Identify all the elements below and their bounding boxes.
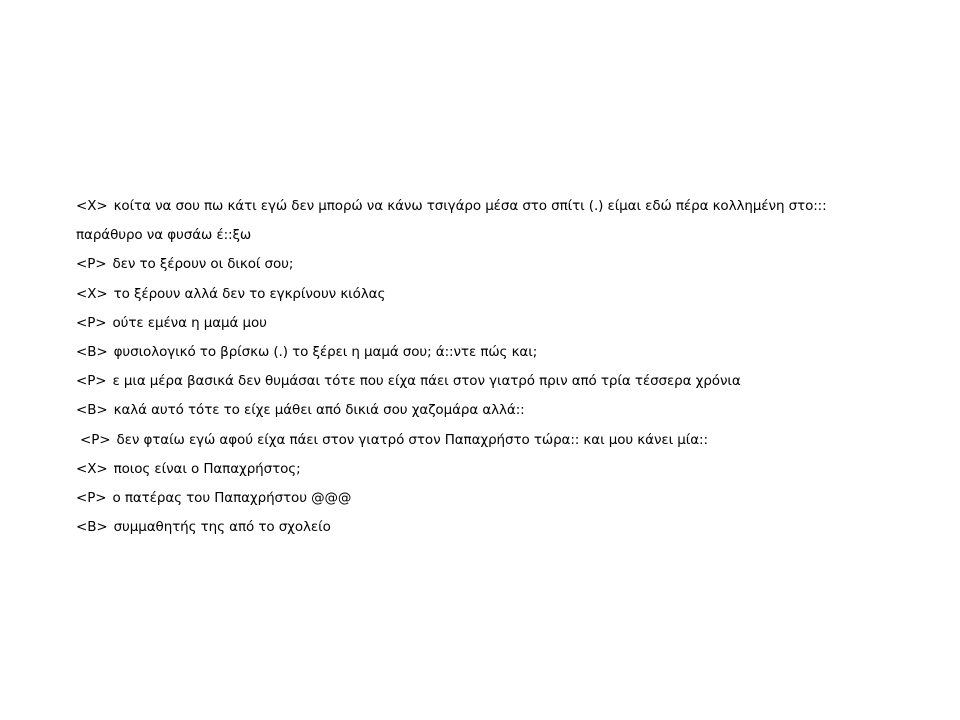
speaker-tag: <P> (76, 256, 107, 273)
transcript-line (76, 427, 946, 456)
utterance-text: συμμαθητής της από το σχολείο (113, 519, 331, 536)
speaker-tag: <P> (76, 314, 107, 331)
speaker-tag: <P> (76, 489, 107, 506)
transcript-line (76, 310, 946, 339)
transcript-block (76, 193, 946, 543)
utterance-text: ε μια μέρα βασικά δεν θυμάσαι τότε που είχα πάει στον γιατρό πριν από τρία τέσσερα χρόνια (112, 373, 741, 390)
speaker-tag: <P> (76, 373, 107, 390)
utterance-text: το ξέρουν αλλά δεν το εγκρίνουν κιόλας (113, 285, 386, 302)
speaker-tag: <X> (76, 198, 108, 214)
transcript-line (76, 339, 946, 368)
utterance-text: φυσιολογικό το βρίσκω (.) το ξέρει η μαμά σου; ά::ντε πώς και; (113, 343, 538, 360)
speaker-tag: <X> (76, 285, 108, 302)
utterance-text: παράθυρο να φυσάω έ::ξω (76, 227, 252, 244)
speaker-tag: <B> (76, 402, 108, 419)
transcript-line (76, 456, 946, 485)
utterance-text: ούτε εμένα η μαμά μου (112, 314, 267, 331)
transcript-line (76, 368, 946, 397)
utterance-text: ο πατέρας του Παπαχρήστου @@@ (112, 489, 352, 506)
transcript-line (76, 514, 946, 543)
speaker-tag: <B> (76, 343, 108, 360)
transcript-line (76, 193, 946, 222)
speaker-tag: <B> (76, 519, 108, 536)
transcript-line (76, 485, 946, 514)
transcript-line (76, 251, 946, 280)
utterance-text: δεν φταίω εγώ αφού είχα πάει στον γιατρό στον Παπαχρήστο τώρα:: και μου κάνει μία:: (116, 431, 708, 448)
transcript-line (76, 281, 946, 310)
transcript-line (76, 397, 946, 426)
utterance-text: δεν το ξέρουν οι δικοί σου; (112, 256, 294, 273)
utterance-text: καλά αυτό τότε το είχε μάθει από δικιά σου χαζομάρα αλλά:: (113, 402, 525, 419)
speaker-tag: <X> (76, 460, 108, 477)
utterance-text: ποιος είναι ο Παπαχρήστος; (113, 460, 301, 477)
speaker-tag: <P> (80, 431, 111, 448)
utterance-text: κοίτα να σου πω κάτι εγώ δεν μπορώ να κάνω τσιγάρο μέσα στο σπίτι (.) είμαι εδώ πέρα κολλημένη στο::: (113, 198, 827, 214)
transcript-line (76, 222, 946, 251)
